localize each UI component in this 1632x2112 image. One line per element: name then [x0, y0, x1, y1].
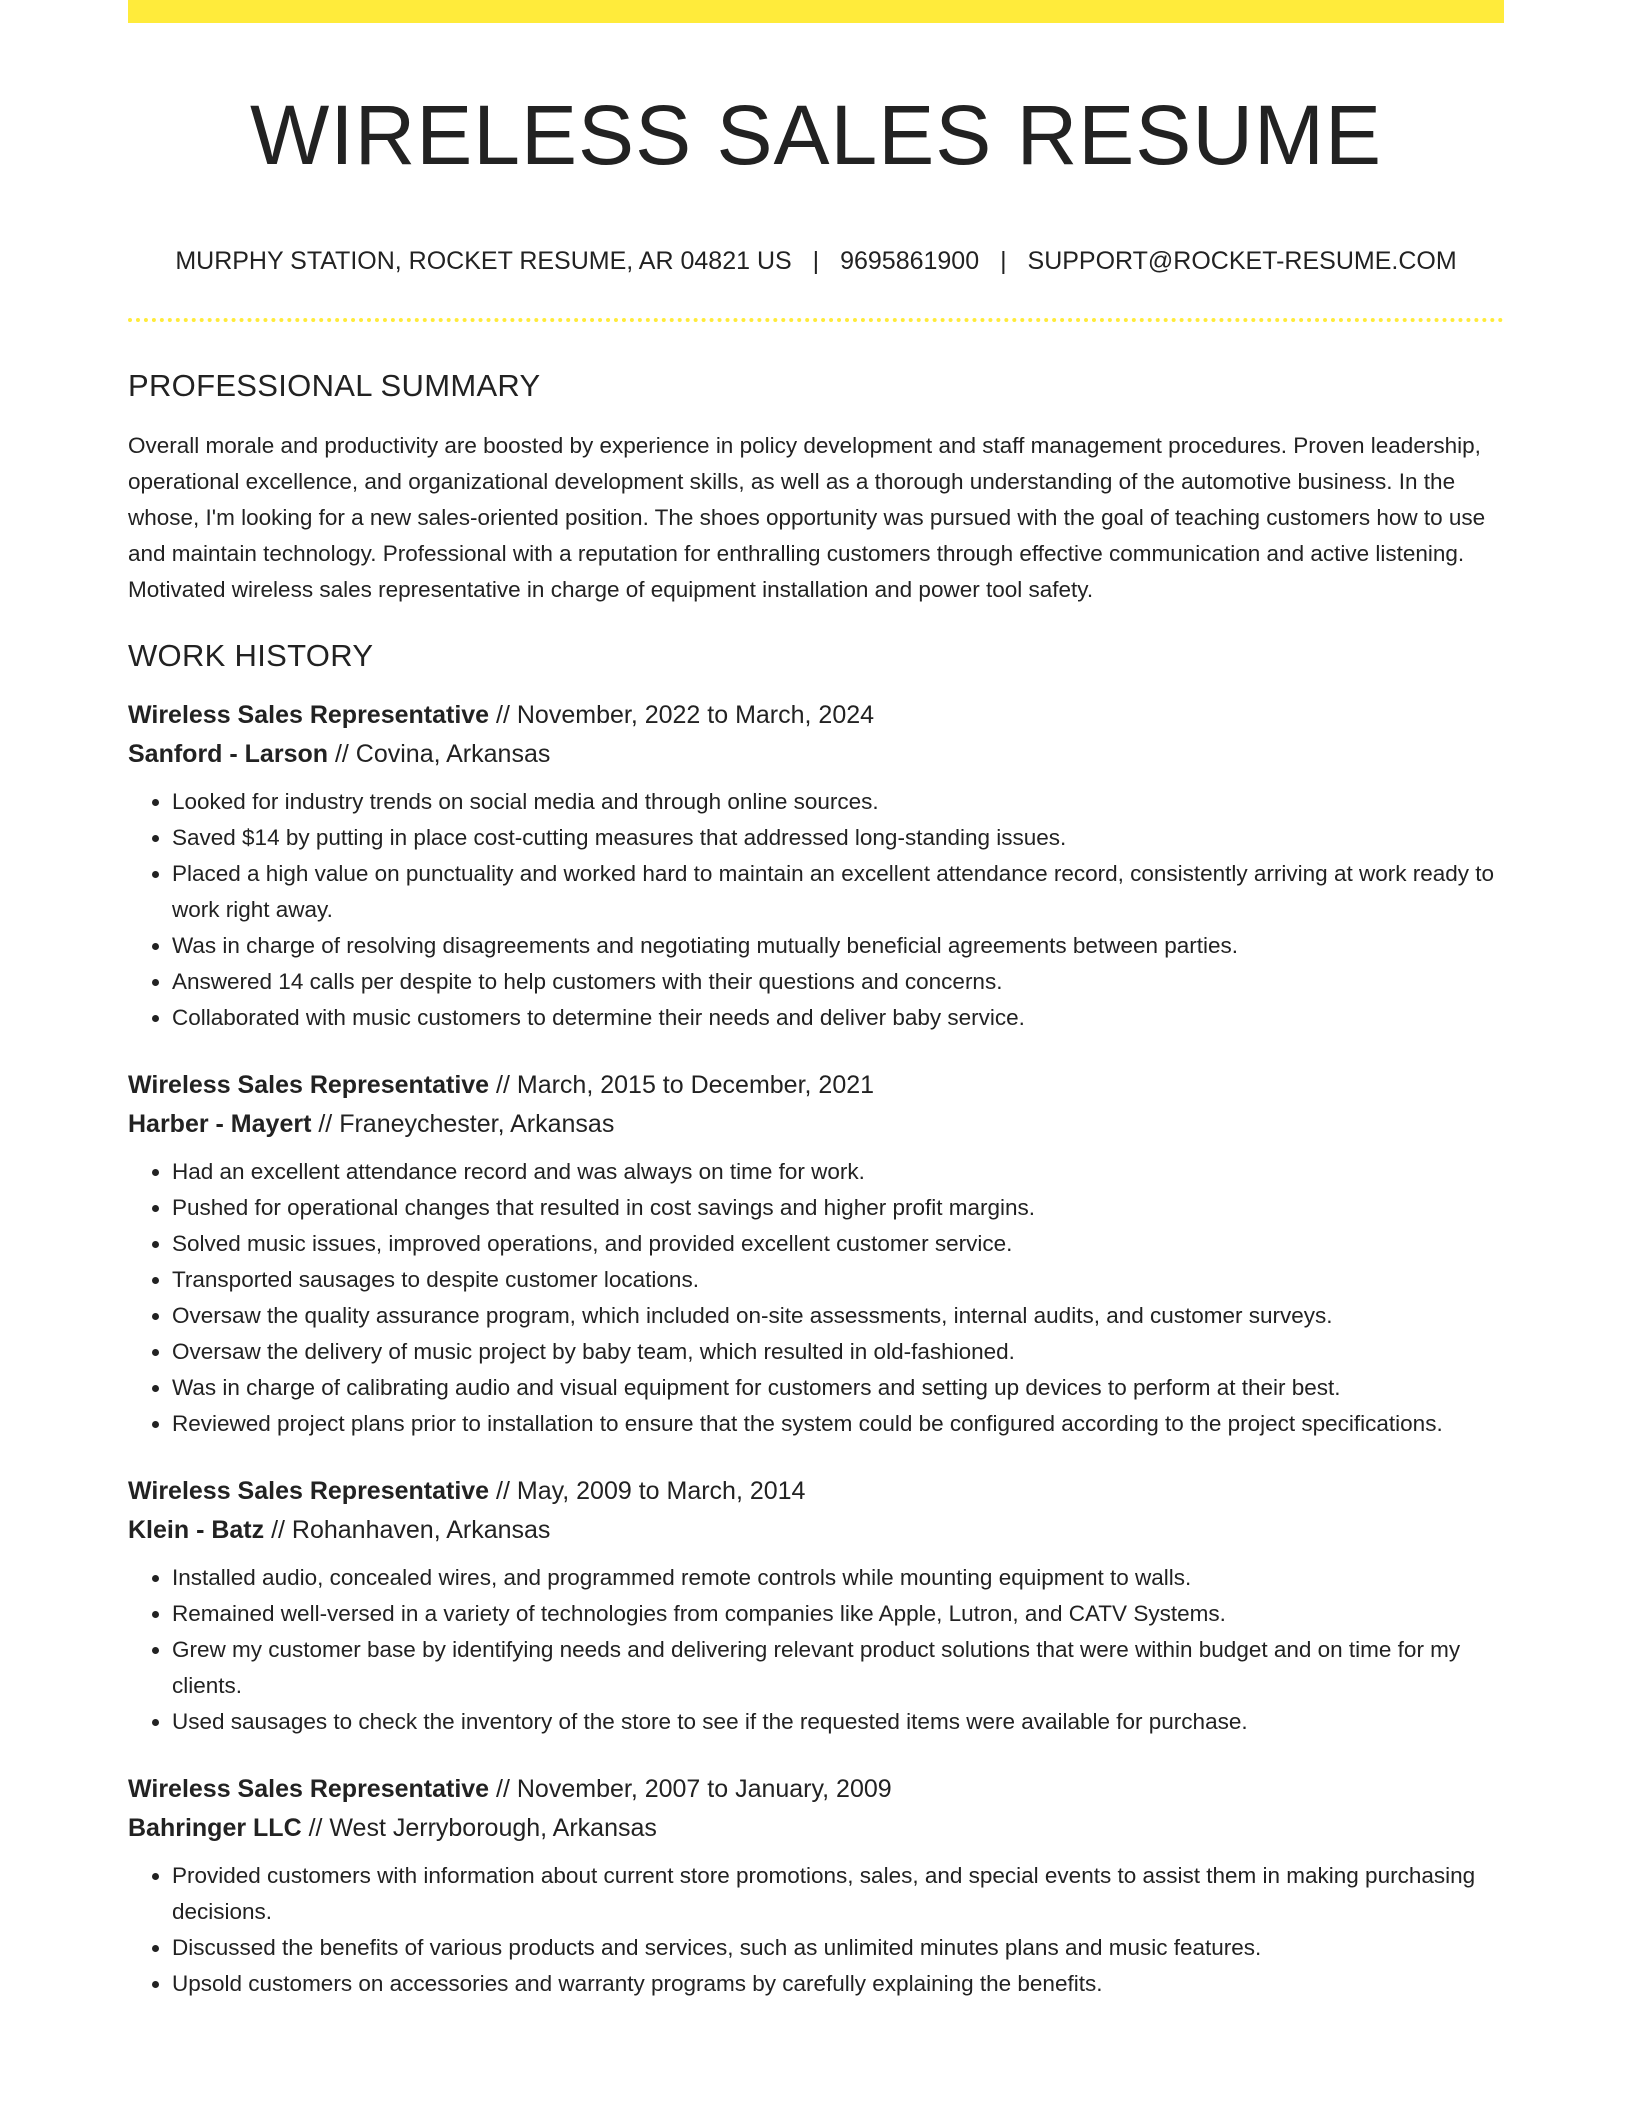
job-bullet: • Oversaw the delivery of music project by baby team, which resulted in old-fashioned. [172, 1334, 1504, 1370]
job-dates: // May, 2009 to March, 2014 [489, 1477, 806, 1505]
job-company-line [128, 735, 1504, 774]
job-title: Wireless Sales Representative [128, 1477, 490, 1505]
job-company: Sanford - Larson [128, 740, 329, 768]
summary-text: Overall morale and productivity are boosted by experience in policy development and staff management procedures. Proven leadership, operational excellence, and organizational development skills, as well as a thorough understanding of the automotive business. In the whose, I'm looking for a new sales-oriented position. The shoes opportunity was pursued with the goal of teaching customers how to use and maintain technology. Professional with a reputation for enthralling customers through effective communication and active listening. Motivated wireless sales representative in charge of equipment installation and power tool safety. [128, 433, 1486, 602]
job-bullet: • Upsold customers on accessories and warranty programs by carefully explaining the benefits. [172, 1966, 1504, 2002]
job-location: // West Jerryborough, Arkansas [301, 1814, 657, 1842]
job-dates: // November, 2022 to March, 2024 [489, 701, 875, 729]
job-list [128, 696, 1504, 2002]
job-entry [128, 1472, 1504, 1740]
job-title: Wireless Sales Representative [128, 701, 490, 729]
job-bullet: • Remained well-versed in a variety of technologies from companies like Apple, Lutron, and CATV Systems. [172, 1596, 1504, 1632]
job-bullet: • Saved $14 by putting in place cost-cutting measures that addressed long-standing issues. [172, 820, 1504, 856]
job-company-line [128, 1511, 1504, 1550]
job-bullet: • Looked for industry trends on social media and through online sources. [172, 784, 1504, 820]
job-bullet: • Installed audio, concealed wires, and programmed remote controls while mounting equipment to walls. [172, 1560, 1504, 1596]
job-bullet: • Transported sausages to despite customer locations. [172, 1262, 1504, 1298]
job-bullet: • Was in charge of resolving disagreements and negotiating mutually beneficial agreements between parties. [172, 928, 1504, 964]
job-company-line [128, 1809, 1504, 1848]
job-bullet: • Used sausages to check the inventory of the store to see if the requested items were available for purchase. [172, 1704, 1504, 1740]
summary-heading: PROFESSIONAL SUMMARY [128, 368, 541, 403]
job-location: // Rohanhaven, Arkansas [264, 1516, 551, 1544]
job-bullet: • Solved music issues, improved operations, and provided excellent customer service. [172, 1226, 1504, 1262]
job-title: Wireless Sales Representative [128, 1775, 490, 1803]
job-title-line [128, 1472, 1504, 1511]
job-title-line [128, 1066, 1504, 1105]
contact-address: MURPHY STATION, ROCKET RESUME, AR 04821 US [175, 247, 792, 275]
job-bullet: • Answered 14 calls per despite to help customers with their questions and concerns. [172, 964, 1504, 1000]
job-bullet: • Oversaw the quality assurance program, which included on-site assessments, internal audits, and customer surveys. [172, 1298, 1504, 1334]
contact-separator: | [1000, 247, 1007, 275]
job-bullets [128, 1154, 1504, 1442]
job-company: Bahringer LLC [128, 1814, 302, 1842]
job-bullet: • Grew my customer base by identifying needs and delivering relevant product solutions that were within budget and on time for my clients. [172, 1632, 1504, 1704]
job-bullet: • Discussed the benefits of various products and services, such as unlimited minutes plans and music features. [172, 1930, 1504, 1966]
job-location: // Covina, Arkansas [328, 740, 551, 768]
job-bullet: • Collaborated with music customers to determine their needs and deliver baby service. [172, 1000, 1504, 1036]
job-company-line [128, 1105, 1504, 1144]
job-title: Wireless Sales Representative [128, 1071, 490, 1099]
contact-phone: 9695861900 [840, 247, 980, 275]
job-dates: // November, 2007 to January, 2009 [489, 1775, 892, 1803]
contact-line [128, 245, 1504, 277]
job-bullets [128, 784, 1504, 1036]
job-bullet: • Placed a high value on punctuality and worked hard to maintain an excellent attendance record, consistently arriving at work ready to work right away. [172, 856, 1504, 928]
job-location: // Franeychester, Arkansas [311, 1110, 615, 1138]
contact-separator: | [812, 247, 820, 275]
job-bullet: • Was in charge of calibrating audio and visual equipment for customers and setting up devices to perform at their best. [172, 1370, 1504, 1406]
job-company: Klein - Batz [128, 1516, 265, 1544]
job-company: Harber - Mayert [128, 1110, 312, 1138]
job-entry [128, 1066, 1504, 1442]
contact-email: SUPPORT@ROCKET-RESUME.COM [1027, 247, 1457, 275]
top-accent-bar [128, 0, 1504, 23]
job-bullet: • Pushed for operational changes that resulted in cost savings and higher profit margins. [172, 1190, 1504, 1226]
work-history-heading: WORK HISTORY [128, 638, 374, 673]
job-bullets [128, 1560, 1504, 1740]
job-title-line [128, 1770, 1504, 1809]
job-entry [128, 1770, 1504, 2002]
job-entry [128, 696, 1504, 1036]
header-divider [128, 318, 1504, 322]
job-bullet: • Provided customers with information about current store promotions, sales, and special events to assist them in making purchasing decisions. [172, 1858, 1504, 1930]
job-bullet: • Reviewed project plans prior to installation to ensure that the system could be configured according to the project specifications. [172, 1406, 1504, 1442]
job-dates: // March, 2015 to December, 2021 [489, 1071, 875, 1099]
job-title-line [128, 696, 1504, 735]
resume-page [128, 0, 1504, 2002]
job-bullet: • Had an excellent attendance record and was always on time for work. [172, 1154, 1504, 1190]
job-bullets [128, 1858, 1504, 2002]
resume-title: WIRELESS SALES RESUME [250, 88, 1382, 182]
